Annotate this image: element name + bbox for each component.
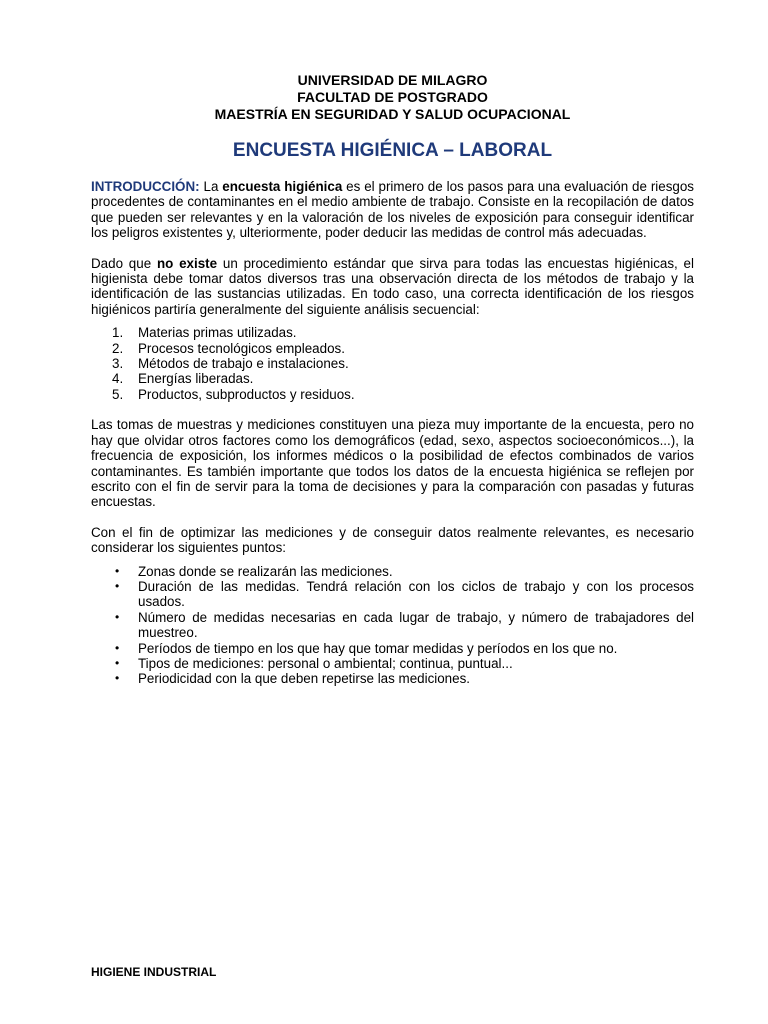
list-item bbox=[91, 387, 694, 402]
intro-pre: La bbox=[199, 179, 223, 194]
bullet-icon: • bbox=[115, 640, 120, 655]
document-page bbox=[91, 72, 694, 702]
program-name: MAESTRÍA EN SEGURIDAD Y SALUD OCUPACIONAL bbox=[214, 106, 571, 122]
list-item bbox=[91, 356, 694, 371]
intro-text: es el primero de los pasos para una evaluación de riesgos procedentes de contaminantes en el medio ambiente de trabajo. Consiste en la recopilación de datos que pueden ser relevantes y en la valoración de los niveles de exposición para conseguir identificar los peligros existentes y, ulteriormente, poder deducir las medidas de control más adecuadas. bbox=[91, 179, 695, 241]
para2-text: un procedimiento estándar que sirva para todas las encuestas higiénicas, el higienista debe tomar datos diversos tras una observación directa de los métodos de trabajo y la identificación de las sustancias utilizadas. En todo caso, una correcta identificación de los riesgos higiénicos partiría generalmente del siguiente análisis secuencial: bbox=[91, 255, 694, 317]
bullet-icon: • bbox=[115, 563, 120, 578]
document-title: ENCUESTA HIGIÉNICA – LABORAL bbox=[232, 140, 553, 161]
list-number: 2. bbox=[112, 340, 124, 356]
bullet-icon: • bbox=[115, 609, 120, 624]
list-text: Zonas donde se realizarán las mediciones. bbox=[138, 563, 393, 579]
list-item bbox=[91, 610, 694, 641]
list-text: Productos, subproductos y residuos. bbox=[138, 386, 355, 402]
list-number: 4. bbox=[112, 371, 124, 387]
bullet-icon: • bbox=[115, 578, 120, 593]
list-text: Materias primas utilizadas. bbox=[138, 325, 297, 341]
list-text: Número de medidas necesarias en cada lugar de trabajo, y número de trabajadores del muestreo. bbox=[138, 609, 694, 641]
page-footer: HIGIENE INDUSTRIAL bbox=[91, 965, 217, 979]
measurement-points-list bbox=[91, 564, 694, 687]
paragraph-2 bbox=[91, 256, 694, 318]
list-item bbox=[91, 341, 694, 356]
sequential-analysis-list bbox=[91, 325, 694, 402]
list-item bbox=[91, 371, 694, 386]
bullet-icon: • bbox=[115, 671, 120, 686]
university-name: UNIVERSIDAD DE MILAGRO bbox=[297, 72, 488, 88]
list-text: Períodos de tiempo en los que hay que tomar medidas y períodos en los que no. bbox=[138, 640, 618, 656]
list-text: Procesos tecnológicos empleados. bbox=[138, 340, 345, 356]
list-text: Tipos de mediciones: personal o ambiental; continua, puntual... bbox=[138, 655, 513, 671]
list-item bbox=[91, 641, 694, 656]
list-text: Métodos de trabajo e instalaciones. bbox=[138, 356, 349, 372]
intro-bold-term: encuesta higiénica bbox=[222, 179, 343, 194]
paragraph-3: Las tomas de muestras y mediciones constituyen una pieza muy importante de la encuesta, pero no hay que olvidar otros factores como los demográficos (edad, sexo, aspectos socioeconómicos...), la frecuencia de exposición, los informes médicos o la posibilidad de efectos combinados de varios contaminantes. Es también importante que todos los datos de la encuesta higiénica se reflejen por escrito con el fin de servir para la toma de decisiones y para la comparación con pasadas y futuras encuestas. bbox=[91, 417, 694, 510]
list-number: 1. bbox=[112, 325, 124, 341]
list-text: Periodicidad con la que deben repetirse las mediciones. bbox=[138, 671, 470, 687]
list-text: Energías liberadas. bbox=[138, 371, 254, 387]
list-item bbox=[91, 325, 694, 340]
list-text: Duración de las medidas. Tendrá relación con los ciclos de trabajo y con los procesos usados. bbox=[138, 578, 694, 610]
faculty-name: FACULTAD DE POSTGRADO bbox=[297, 89, 488, 105]
intro-paragraph bbox=[91, 179, 694, 241]
paragraph-4: Con el fin de optimizar las mediciones y de conseguir datos realmente relevantes, es necesario considerar los siguientes puntos: bbox=[91, 524, 694, 556]
bullet-icon: • bbox=[115, 655, 120, 670]
list-item bbox=[91, 564, 694, 579]
list-item bbox=[91, 671, 694, 686]
list-number: 5. bbox=[112, 386, 124, 402]
para2-bold: no existe bbox=[156, 255, 218, 271]
para2-pre: Dado que bbox=[91, 255, 157, 271]
intro-label: INTRODUCCIÓN: bbox=[91, 179, 200, 194]
list-number: 3. bbox=[112, 356, 124, 372]
list-item bbox=[91, 656, 694, 671]
list-item bbox=[91, 579, 694, 610]
